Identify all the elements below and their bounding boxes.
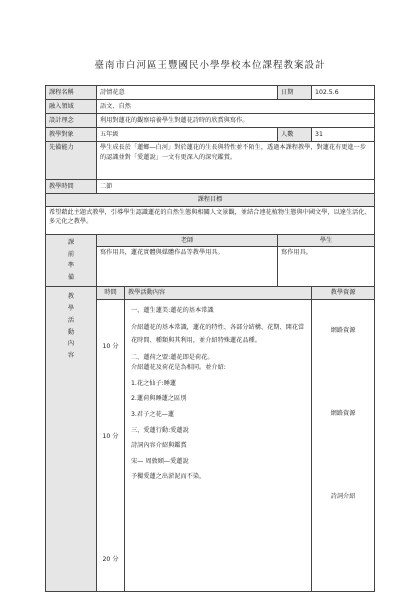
page-title: 臺南市白河區王豐國民小學學校本位課程教案設計 [94, 60, 326, 71]
section2-heading: 二、蓮荷之盟:蓮花即是荷花。 [131, 354, 214, 362]
row-process-header [46, 287, 375, 300]
row-prep-header [46, 234, 375, 247]
section2-item-3: 3.君子之花—蓮 [131, 410, 175, 418]
lesson-plan-table [45, 85, 375, 592]
section3-line-2: 宋— 周敦頤—愛蓮說 [131, 457, 189, 465]
section2-item-2: 2.蓮荷與睡蓮之區別 [131, 395, 187, 403]
resource-1: 網路資源 [330, 326, 356, 334]
time-slot-3: 20 分 [102, 555, 119, 563]
resource-3: 詩詞介紹 [330, 492, 356, 500]
prior-value: 學生成長於「蓮鄉—白河」對於蓮花的生長與特性並不陌生，透過本課程教學，對蓮花有更進一步的認識並對「愛蓮說」一文有更深入的深究鑑賞。 [97, 142, 375, 180]
process-time-cell [97, 299, 125, 591]
section1-heading: 一、蓮生蓮美:蓮花的基本常識 [131, 306, 214, 314]
resource-2: 網路資源 [330, 409, 356, 417]
process-resource-header: 教學資源 [312, 287, 375, 300]
section2-intro: 介紹蓮花及荷花是為相同。並介紹: [131, 364, 226, 372]
row-goal-text [46, 206, 375, 234]
section3-line-1: 詩詞內容介紹與鑑賞 [131, 442, 187, 450]
date-value: 102.5.6 [312, 86, 375, 100]
headcount-value: 31 [312, 128, 375, 142]
process-resource-cell [312, 299, 375, 591]
row-goal-header [46, 194, 375, 207]
headcount-label: 人數 [278, 128, 312, 142]
process-time-header: 時間 [97, 287, 125, 300]
prep-student-header: 學生 [278, 234, 375, 247]
prep-student-text: 寫作用具。 [278, 247, 375, 287]
goal-text: 希望藉此主題式教學，引導學生認識蓮花的自然生態與相關人文景觀，並結合連花植物生態與中國文學，以達生活化、多元化之教學。 [46, 206, 375, 234]
section3-line-3: 予獨愛蓮之出淤泥而不染， [131, 473, 206, 481]
concept-label: 設計理念 [46, 114, 97, 128]
process-label: 教 學 活 動 內 容 [46, 287, 97, 592]
row-time [46, 180, 375, 194]
row-prior [46, 142, 375, 180]
course-name-value: 詩情花意 [97, 86, 278, 100]
domain-label: 融入領域 [46, 100, 97, 114]
time-slot-1: 10 分 [102, 342, 119, 350]
time-slot-2: 10 分 [102, 432, 119, 440]
date-label: 日期 [278, 86, 312, 100]
prep-label: 課 前 準 備 [46, 234, 97, 287]
prior-label: 先備能力 [46, 142, 97, 180]
row-concept [46, 114, 375, 128]
target-value: 五年級 [97, 128, 278, 142]
time-value: 二節 [97, 180, 375, 194]
section1-body: 介紹蓮花的基本常識，蓮花的特性、各部分結構、花期、開花當花時間、種類與其利用，並介紹特殊蓮花品種。 [131, 324, 305, 345]
row-domain [46, 100, 375, 114]
prep-teacher-text: 寫作用具，蓮花實體與媒體作品等教學用具。 [97, 247, 278, 287]
concept-value: 利用對蓮花的觀察培養學生對蓮花詩時的欣賞與寫作。 [97, 114, 375, 128]
process-content-cell [125, 299, 312, 591]
row-target [46, 128, 375, 142]
time-label: 教學時間 [46, 180, 97, 194]
target-label: 教學對象 [46, 128, 97, 142]
domain-value: 語文、自然 [97, 100, 375, 114]
prep-teacher-header: 老師 [97, 234, 278, 247]
section2-item-1: 1.花之仙子:睡蓮 [131, 379, 177, 387]
row-course-name [46, 86, 375, 100]
process-content-header: 教學活動內容 [125, 287, 312, 300]
goal-header: 課程目標 [46, 194, 375, 207]
section3-heading: 三、愛蓮行動:愛蓮說 [131, 426, 189, 434]
course-name-label: 課程名稱 [46, 86, 97, 100]
